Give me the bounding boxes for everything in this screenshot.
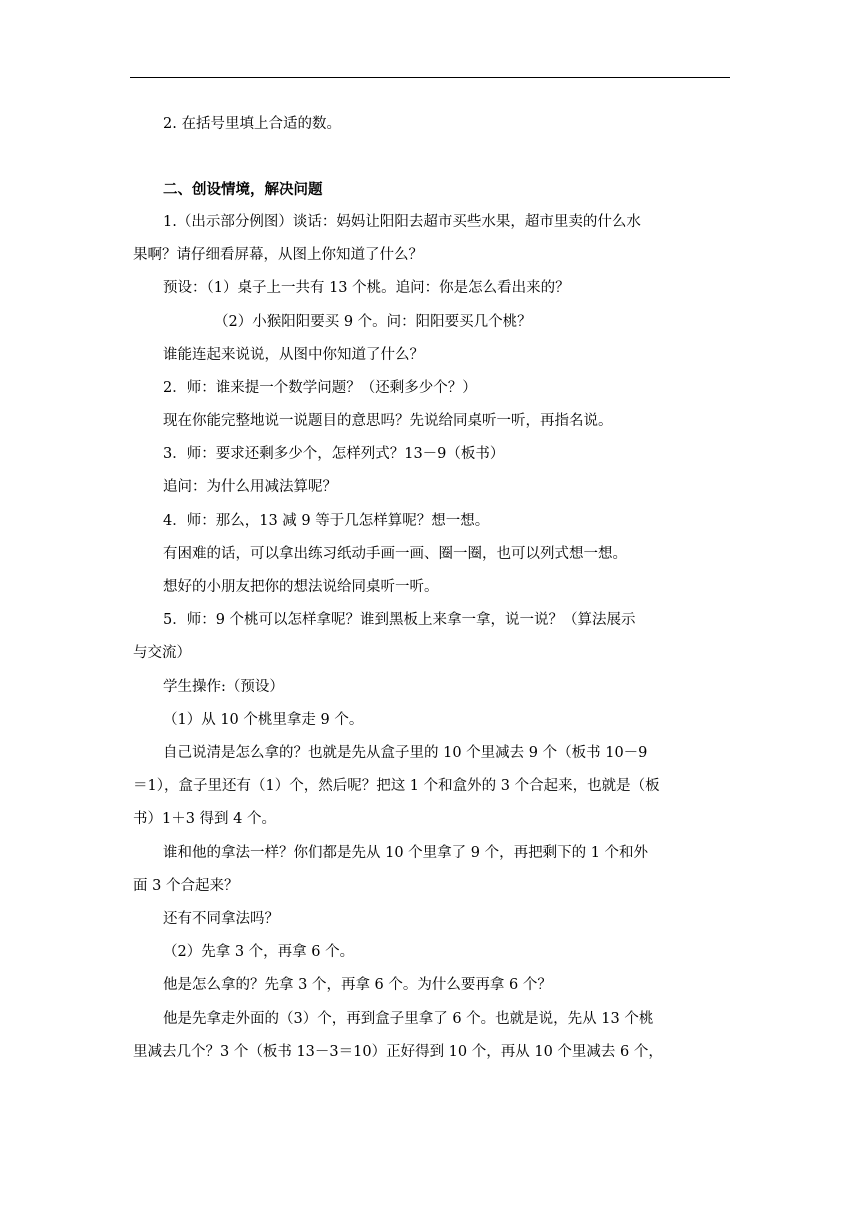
text-line: 里减去几个？3 个（板书 13－3＝10）正好得到 10 个，再从 10 个里减去 6 个，: [133, 1044, 663, 1060]
text-line: 面 3 个合起来？: [133, 878, 239, 894]
text-line: （2）先拿 3 个，再拿 6 个。: [163, 944, 355, 960]
text-line: 自己说清是怎么拿的？也就是先从盒子里的 10 个里减去 9 个（板书 10－9: [163, 745, 648, 761]
text-line: 4．师：那么，13 减 9 等于几怎样算呢？想一想。: [163, 513, 490, 529]
text-line: 1.（出示部分例图）谈话：妈妈让阳阳去超市买些水果，超市里卖的什么水: [163, 214, 641, 230]
text-line: 预设：（1）桌子上一共有 13 个桃。追问：你是怎么看出来的？: [163, 280, 570, 296]
item-2-heading: 2. 在括号里填上合适的数。: [163, 116, 341, 132]
text-line: 谁能连起来说说，从图中你知道了什么？: [163, 347, 424, 363]
text-line: 他是怎么拿的？先拿 3 个，再拿 6 个。为什么要再拿 6 个？: [163, 977, 552, 993]
text-line: 2．师：谁来提一个数学问题？（还剩多少个？）: [163, 380, 477, 396]
text-line: 5．师：9 个桃可以怎样拿呢？谁到黑板上来拿一拿，说一说？（算法展示: [163, 612, 636, 628]
text-line: 有困难的话，可以拿出练习纸动手画一画、圈一圈，也可以列式想一想。: [163, 546, 627, 562]
text-line: 想好的小朋友把你的想法说给同桌听一听。: [163, 579, 439, 595]
text-line: 3．师：要求还剩多少个，怎样列式？13－9（板书）: [163, 446, 505, 462]
text-line: 谁和他的拿法一样？你们都是先从 10 个里拿了 9 个，再把剩下的 1 个和外: [163, 845, 649, 861]
text-line: 他是先拿走外面的（3）个，再到盒子里拿了 6 个。也就是说，先从 13 个桃: [163, 1011, 654, 1027]
text-line: 学生操作:（预设）: [163, 679, 284, 695]
text-line: 书）1＋3 得到 4 个。: [133, 811, 277, 827]
section-2-heading: 二、创设情境，解决问题: [163, 182, 323, 198]
text-line: 现在你能完整地说一说题目的意思吗？先说给同桌听一听，再指名说。: [163, 413, 613, 429]
header-rule: [130, 77, 730, 78]
text-line: 追问：为什么用减法算呢？: [163, 479, 337, 495]
text-line: ＝1），盒子里还有（1）个，然后呢？把这 1 个和盒外的 3 个合起来，也就是（板: [133, 778, 660, 794]
text-line: 与交流）: [133, 645, 191, 661]
text-line: 还有不同拿法吗？: [163, 911, 279, 927]
text-line: 果啊？请仔细看屏幕，从图上你知道了什么？: [133, 247, 423, 263]
text-line: （2）小猴阳阳要买 9 个。问：阳阳要买几个桃？: [214, 314, 532, 330]
text-line: （1）从 10 个桃里拿走 9 个。: [163, 712, 364, 728]
